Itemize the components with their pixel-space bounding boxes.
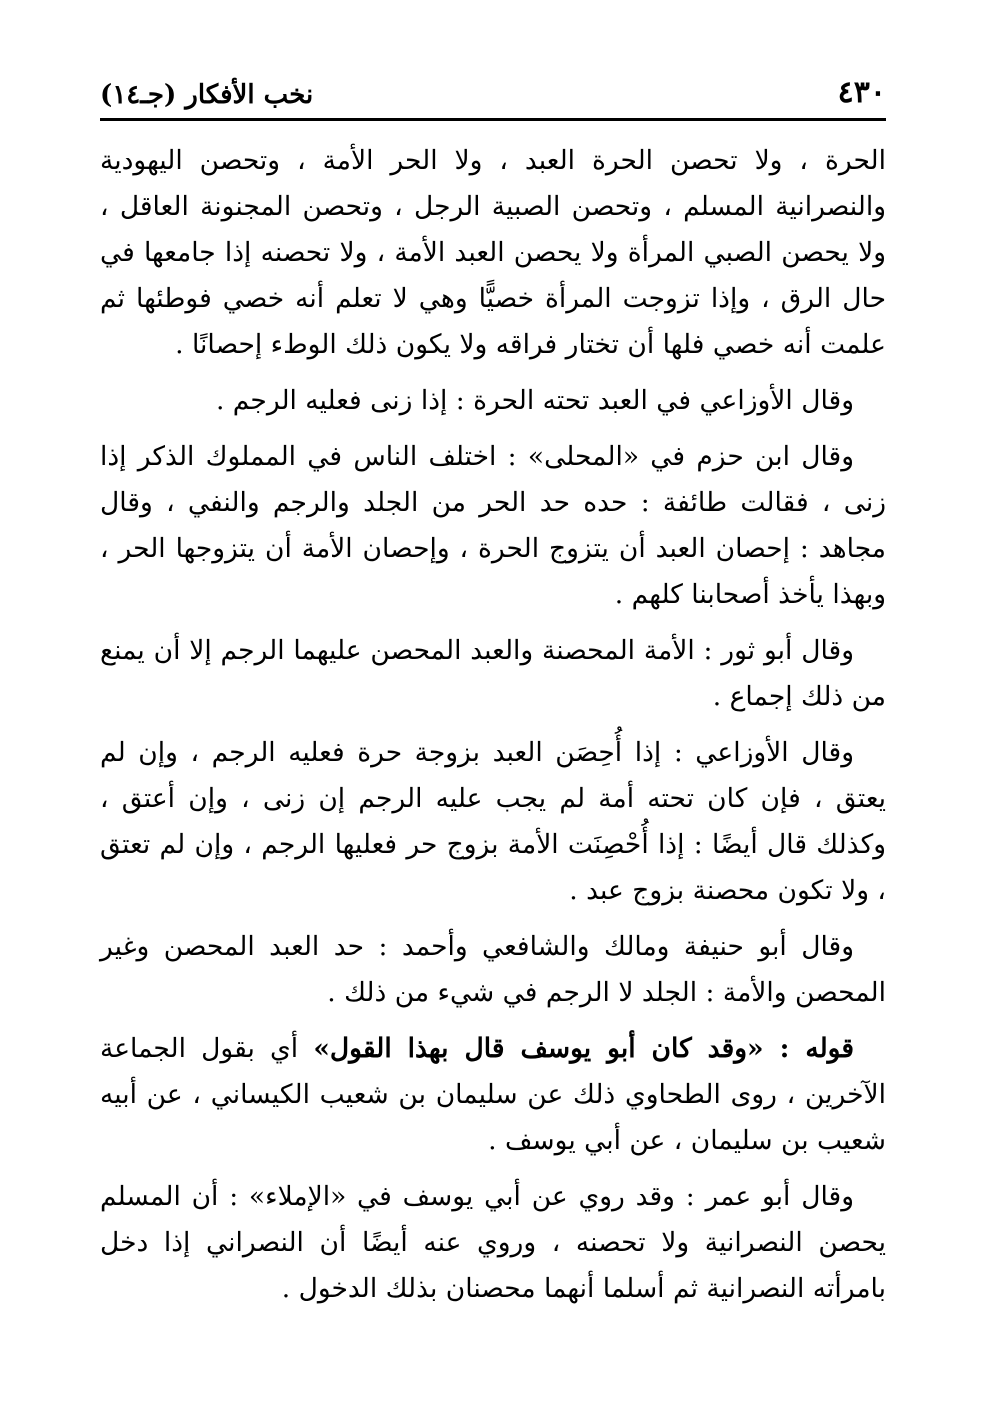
header-divider xyxy=(100,118,886,121)
page-body xyxy=(100,138,886,1322)
paragraph-qawluhu xyxy=(100,1026,886,1164)
paragraph: وقال أبو ثور : الأمة المحصنة والعبد المحصن عليهما الرجم إلا أن يمنع من ذلك إجماع . xyxy=(100,635,886,712)
paragraph: وقال أبو حنيفة ومالك والشافعي وأحمد : حد العبد المحصن وغير المحصن والأمة : الجلد لا الرجم في شيء من ذلك . xyxy=(100,931,886,1008)
quoted-phrase: قوله : «وقد كان أبو يوسف قال بهذا القول» xyxy=(313,1033,855,1064)
paragraph: الحرة ، ولا تحصن الحرة العبد ، ولا الحر الأمة ، وتحصن اليهودية والنصرانية المسلم ، وتحصن الصبية الرجل ، وتحصن المجنونة العاقل ، ولا يحصن الصبي المرأة ولا يحصن العبد الأمة ، ولا تحصنه إذا جامعها في حال الرق ، وإذا تزوجت المرأة خصيًّا وهي لا تعلم أنه خصي فوطئها ثم علمت أنه خصي فلها أن تختار فراقه ولا يكون ذلك الوطء إحصانًا . xyxy=(100,145,886,360)
book-title: نخب الأفكار (جـ١٤) xyxy=(100,80,314,110)
paragraph: وقال الأوزاعي في العبد تحته الحرة : إذا زنى فعليه الرجم . xyxy=(215,385,854,416)
paragraph: وقال الأوزاعي : إذا أُحِصَن العبد بزوجة حرة فعليه الرجم ، وإن لم يعتق ، فإن كان تحته أمة لم يجب عليه الرجم إن زنى ، وإن أعتق ، وكذلك قال أيضًا : إذا أُحْصِنَت الأمة بزوج حر فعليها الرجم ، وإن لم تعتق ، ولا تكون محصنة بزوج عبد . xyxy=(100,737,886,906)
commentary-text: أي بقول الجماعة الآخرين ، روى الطحاوي ذلك عن سليمان بن شعيب الكيساني ، عن أبيه شعيب بن سليمان ، عن أبي يوسف . xyxy=(100,1033,886,1156)
page-number: ٤٣٠ xyxy=(837,75,886,110)
paragraph: وقال ابن حزم في «المحلى» : اختلف الناس في المملوك الذكر إذا زنى ، فقالت طائفة : حده حد الحر من الجلد والرجم والنفي ، وقال مجاهد : إحصان العبد أن يتزوج الحرة ، وإحصان الأمة أن يتزوجها الحر ، وبهذا يأخذ أصحابنا كلهم . xyxy=(100,441,886,610)
paragraph: وقال أبو عمر : وقد روي عن أبي يوسف في «الإملاء» : أن المسلم يحصن النصرانية ولا تحصنه ، وروي عنه أيضًا أن النصراني إذا دخل بامرأته النصرانية ثم أسلما أنهما محصنان بذلك الدخول . xyxy=(100,1181,886,1304)
page-header xyxy=(100,70,886,110)
